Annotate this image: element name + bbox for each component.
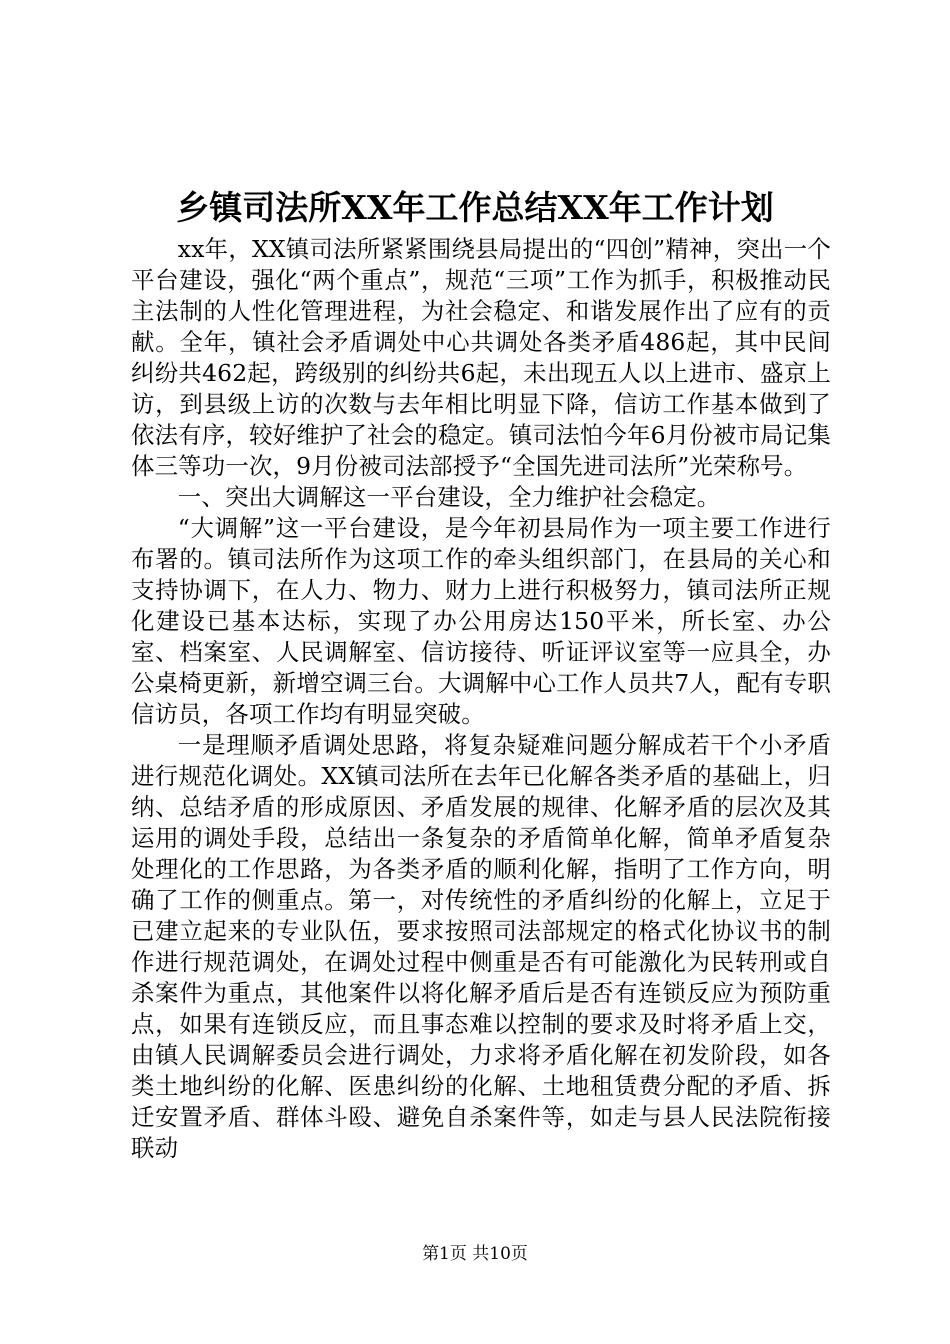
document-title: 乡镇司法所XX年工作总结XX年工作计划 — [176, 188, 774, 227]
page-footer: 第1页 共10页 — [422, 1244, 528, 1264]
paragraph-point-one: 一是理顺矛盾调处思路，将复杂疑难问题分解成若干个小矛盾进行规范化调处。XX镇司法所在去年已化解各类矛盾的基础上，归纳、总结矛盾的形成原因、矛盾发展的规律、化解矛盾的层次及其运用的调处手段，总结出一条复杂的矛盾简单化解，简单矛盾复杂处理化的工作思路，为各类矛盾的顺利化解，指明了工作方向，明确了工作的侧重点。第一，对传统性的矛盾纠纷的化解上，立足于已建立起来的专业队伍，要求按照司法部规定的格式化协议书的制作进行规范调处，在调处过程中侧重是否有可能激化为民转刑或自杀案件为重点，其他案件以将化解矛盾后是否有连锁反应为预防重点，如果有连锁反应，而且事态难以控制的要求及时将矛盾上交，由镇人民调解委员会进行调处，力求将矛盾化解在初发阶段，如各类土地纠纷的化解、医患纠纷的化解、土地租赁费分配的矛盾、拆迁安置矛盾、群体斗殴、避免自杀案件等，如走与县人民法院衔接联动 — [131, 731, 831, 1162]
document-body — [131, 234, 831, 1164]
paragraph-platform: “大调解”这一平台建设，是今年初县局作为一项主要工作进行布署的。镇司法所作为这项工作的牵头组织部门，在县局的关心和支持协调下，在人力、物力、财力上进行积极努力，镇司法所正规化建设已基本达标，实现了办公用房达150平米，所长室、办公室、档案室、人民调解室、信访接待、听证评议室等一应具全，办公桌椅更新，新增空调三台。大调解中心工作人员共7人，配有专职信访员，各项工作均有明显突破。 — [131, 514, 831, 728]
paragraph-intro: xx年，XX镇司法所紧紧围绕县局提出的“四创”精神，突出一个平台建设，强化“两个重点”，规范“三项”工作为抓手，积极推动民主法制的人性化管理进程，为社会稳定、和谐发展作出了应有的贡献。全年，镇社会矛盾调处中心共调处各类矛盾486起，其中民间纠纷共462起，跨级别的纠纷共6起，未出现五人以上进市、盛京上访，到县级上访的次数与去年相比明显下降，信访工作基本做到了依法有序，较好维护了社会的稳定。镇司法怕今年6月份被市局记集体三等功一次，9月份被司法部授予“全国先进司法所”光荣称号。 — [131, 235, 831, 480]
paragraph-section-heading: 一、突出大调解这一平台建设，全力维护社会稳定。 — [177, 483, 721, 511]
